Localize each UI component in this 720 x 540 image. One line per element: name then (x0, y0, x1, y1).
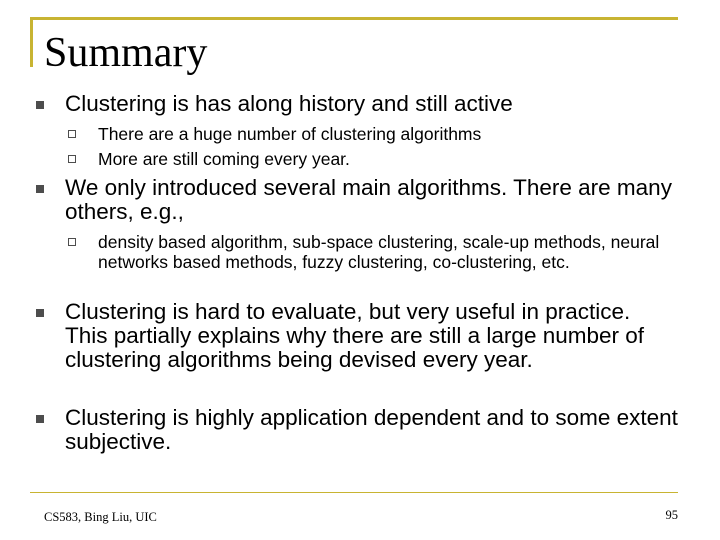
hollow-square-bullet-icon (68, 238, 76, 246)
square-bullet-icon (36, 415, 44, 423)
square-bullet-icon (36, 185, 44, 193)
sub-bullet-text: More are still coming every year. (98, 149, 350, 169)
bullet-text: We only introduced several main algorithms. There are many others, e.g., (65, 175, 672, 224)
bullet-text: Clustering is has along history and still active (65, 91, 513, 116)
frame-top-rule (30, 17, 678, 20)
footer-credit: CS583, Bing Liu, UIC (44, 510, 157, 524)
hollow-square-bullet-icon (68, 130, 76, 138)
footer-rule (30, 492, 678, 493)
square-bullet-icon (36, 101, 44, 109)
sub-bullet-text: density based algorithm, sub-space clustering, scale-up methods, neural networks based methods, fuzzy clustering, co-clustering, etc. (98, 232, 660, 272)
frame-left-rule (30, 17, 33, 67)
bullet-text: Clustering is hard to evaluate, but very useful in practice. This partially explains why there are still a large number of clustering algorithms being devised every year. (65, 299, 645, 372)
square-bullet-icon (36, 309, 44, 317)
hollow-square-bullet-icon (68, 155, 76, 163)
sub-bullet-text: There are a huge number of clustering algorithms (98, 124, 482, 144)
bullet-text: Clustering is highly application dependent and to some extent subjective. (65, 405, 678, 454)
page-number: 95 (665, 508, 678, 522)
slide-title: Summary (44, 30, 208, 76)
